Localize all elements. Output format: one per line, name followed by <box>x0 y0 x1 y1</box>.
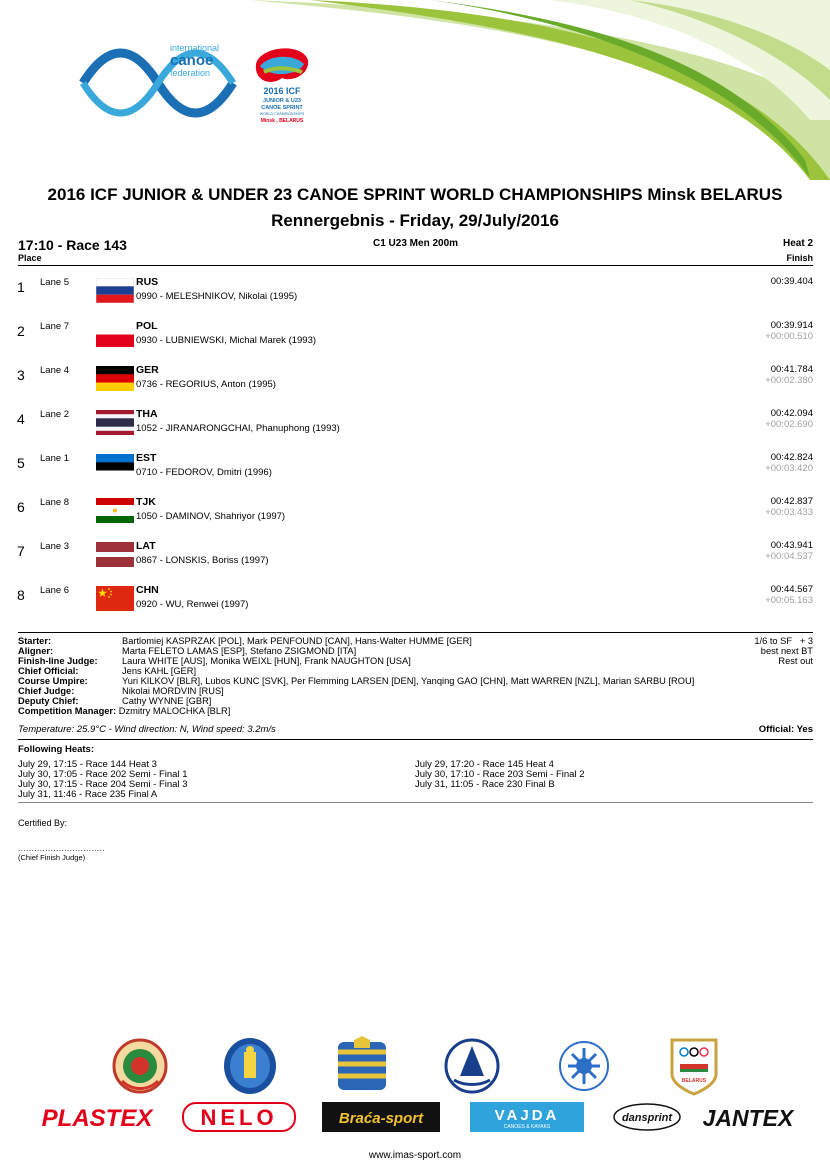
result-time: 00:39.404 <box>770 276 813 287</box>
officials-list <box>18 636 738 716</box>
result-lane: Lane 7 <box>40 321 70 332</box>
result-lane: Lane 8 <box>40 497 70 508</box>
result-place: 7 <box>17 543 25 559</box>
official-row <box>18 666 738 676</box>
signature-label: (Chief Finish Judge) <box>18 853 86 862</box>
sport-ministry-emblem-icon <box>556 1036 612 1096</box>
vajda-logo-subtext: CANOES & KAYAKS <box>503 1124 551 1130</box>
race-class: C1 U23 Men 200m <box>373 238 459 249</box>
official-value: Laura WHITE [AUS], Monika WEIXL [HUN], Frank NAUGHTON [USA] <box>122 656 411 666</box>
event-title: 2016 ICF JUNIOR & UNDER 23 CANOE SPRINT WORLD CHAMPIONSHIPS Minsk BELARUS <box>47 185 783 204</box>
result-nation: LAT <box>136 540 156 552</box>
conditions-divider <box>18 739 813 740</box>
result-row <box>0 497 830 541</box>
minsk-emblem-icon <box>222 1036 278 1096</box>
signature-line: ................................ <box>18 844 106 853</box>
official-value: Nikolai MORDVIN [RUS] <box>122 686 224 696</box>
result-time: 00:42.094 <box>770 408 813 419</box>
dansprint-logo-text: dansprint <box>621 1112 673 1124</box>
tajikistan-flag-icon <box>96 498 134 523</box>
wc-logo-line4: WORLD CHAMPIONSHIPS <box>259 112 305 116</box>
wc-logo-line3: CANOE SPRINT <box>261 105 303 111</box>
official-label: Chief Judge: <box>18 686 75 696</box>
result-nation: CHN <box>136 584 159 596</box>
plastex-logo-text: PLASTEX <box>41 1105 153 1132</box>
result-nation: RUS <box>136 276 159 288</box>
result-diff: +00:02.380 <box>765 375 813 386</box>
official-label: Starter: <box>18 636 52 646</box>
official-row <box>18 656 738 666</box>
following-heat-item: July 29, 17:20 - Race 145 Heat 4 <box>415 759 554 770</box>
jantex-logo <box>702 1102 794 1132</box>
official-value: Cathy WYNNE [GBR] <box>122 696 212 706</box>
event-subtitle: Rennergebnis - Friday, 29/July/2016 <box>271 211 559 230</box>
result-diff: +00:03.420 <box>765 463 813 474</box>
icf-logo-line2: canoe <box>170 52 214 69</box>
germany-flag-icon <box>96 366 134 391</box>
result-lane: Lane 6 <box>40 585 70 596</box>
region-emblem-icon <box>334 1036 390 1096</box>
qualification-line: best next BT <box>760 646 813 656</box>
official-label: Aligner: <box>18 646 54 656</box>
jantex-logo-text: JANTEX <box>702 1105 794 1131</box>
result-athlete: 1050 - DAMINOV, Shahriyor (1997) <box>136 511 286 522</box>
icf-logo <box>78 38 238 128</box>
icf-logo-line1: international <box>170 43 220 53</box>
result-athlete: 0710 - FEDOROV, Dmitri (1996) <box>136 467 272 478</box>
result-lane: Lane 5 <box>40 277 70 288</box>
footer-website: www.imas-sport.com <box>368 1150 462 1161</box>
official-status: Official: Yes <box>758 724 813 735</box>
wc-logo-line5: Minsk , BELARUS <box>260 118 304 124</box>
official-label: Chief Official: <box>18 666 79 676</box>
following-heat-item: July 31, 11:46 - Race 235 Final A <box>18 789 158 800</box>
result-time: 00:44.567 <box>770 584 813 595</box>
certified-by-label: Certified By: <box>18 818 68 828</box>
official-row <box>18 646 738 656</box>
qualification-line: Rest out <box>778 656 813 666</box>
official-label: Deputy Chief: <box>18 696 79 706</box>
result-row <box>0 365 830 409</box>
result-place: 5 <box>17 455 25 471</box>
following-divider <box>18 802 813 803</box>
result-nation: POL <box>136 320 158 332</box>
nelo-logo-text: NELO <box>200 1105 278 1130</box>
result-time: 00:39.914 <box>770 320 813 331</box>
russia-flag-icon <box>96 278 134 303</box>
official-value: Bartlomiej KASPRZAK [POL], Mark PENFOUND [CAN], Hans-Walter HUMME [GER] <box>122 636 472 646</box>
result-lane: Lane 4 <box>40 365 70 376</box>
place-column-header: Place <box>18 253 42 263</box>
poland-flag-icon <box>96 322 134 347</box>
result-place: 1 <box>17 279 25 295</box>
result-lane: Lane 2 <box>40 409 70 420</box>
plastex-logo <box>36 1102 158 1132</box>
result-diff: +00:02.690 <box>765 419 813 430</box>
vajda-logo <box>470 1102 584 1132</box>
result-row <box>0 409 830 453</box>
finish-column-header: Finish <box>786 253 813 263</box>
official-label: Course Umpire: <box>18 676 88 686</box>
result-nation: GER <box>136 364 159 376</box>
result-athlete: 1052 - JIRANARONGCHAI, Phanuphong (1993) <box>136 423 340 434</box>
official-row <box>18 676 738 686</box>
following-heats-right <box>415 760 585 790</box>
following-heat-item: July 30, 17:15 - Race 204 Semi - Final 3 <box>18 779 188 790</box>
following-heats-heading: Following Heats: <box>18 744 94 755</box>
result-row <box>0 453 830 497</box>
canoe-federation-emblem-icon <box>444 1036 500 1096</box>
result-time: 00:42.837 <box>770 496 813 507</box>
weather-conditions: Temperature: 25.9°C - Wind direction: N, Wind speed: 3.2m/s <box>18 724 276 735</box>
official-row <box>18 696 738 706</box>
official-value: Marta FELETO LAMAS [ESP], Stefano ZSIGMOND [ITA] <box>122 646 357 656</box>
following-heat-item: July 29, 17:15 - Race 144 Heat 3 <box>18 759 157 770</box>
result-row <box>0 321 830 365</box>
official-label: Finish-line Judge: <box>18 656 98 666</box>
following-heat-item: July 30, 17:05 - Race 202 Semi - Final 1 <box>18 769 188 780</box>
olympic-committee-emblem-icon <box>666 1036 722 1096</box>
official-value: Yuri KILKOV [BLR], Lubos KUNC [SVK], Per Flemming LARSEN [DEN], Yanqing GAO [CHN], Matt WARREN [NZL], Marian SARBU [ROU] <box>122 676 695 686</box>
result-row <box>0 585 830 629</box>
result-diff: +00:03.433 <box>765 507 813 518</box>
result-nation: TJK <box>136 496 156 508</box>
heat-label: Heat 2 <box>782 238 813 249</box>
latvia-flag-icon <box>96 542 134 567</box>
braca-sport-logo-text: Braća-sport <box>338 1110 424 1127</box>
official-label: Competition Manager: <box>18 706 117 716</box>
official-value: Jens KAHL [GER] <box>122 666 197 676</box>
result-place: 8 <box>17 587 25 603</box>
wc-logo-line1: 2016 ICF <box>263 86 301 96</box>
belarus-emblem-icon <box>112 1036 168 1096</box>
china-flag-icon <box>96 586 134 611</box>
header-swoosh-graphic <box>250 0 830 190</box>
result-row <box>0 277 830 321</box>
race-time-label: 17:10 - Race 143 <box>18 237 127 253</box>
result-place: 2 <box>17 323 25 339</box>
result-athlete: 0736 - REGORIUS, Anton (1995) <box>136 379 276 390</box>
result-place: 4 <box>17 411 25 427</box>
result-place: 3 <box>17 367 25 383</box>
result-lane: Lane 3 <box>40 541 70 552</box>
result-lane: Lane 1 <box>40 453 70 464</box>
result-diff: +00:00.510 <box>765 331 813 342</box>
icf-logo-line3: federation <box>170 68 211 78</box>
results-divider <box>18 632 813 633</box>
result-athlete: 0930 - LUBNIEWSKI, Michal Marek (1993) <box>136 335 317 346</box>
following-heat-item: July 31, 11:05 - Race 230 Final B <box>415 779 555 790</box>
result-place: 6 <box>17 499 25 515</box>
qualification-rules <box>754 636 813 666</box>
result-diff: +00:05.163 <box>765 595 813 606</box>
official-row <box>18 706 738 716</box>
official-row <box>18 686 738 696</box>
world-championships-logo <box>250 42 314 130</box>
result-nation: EST <box>136 452 157 464</box>
result-nation: THA <box>136 408 158 420</box>
header-divider <box>18 265 813 266</box>
result-athlete: 0920 - WU, Renwei (1997) <box>136 599 249 610</box>
thailand-flag-icon <box>96 410 134 435</box>
official-value: Dzmitry MALOCHKA [BLR] <box>118 706 231 716</box>
result-time: 00:42.824 <box>770 452 813 463</box>
qualification-line: 1/6 to SF + 3 <box>754 636 813 646</box>
dansprint-logo <box>612 1102 682 1132</box>
result-athlete: 0990 - MELESHNIKOV, Nikolai (1995) <box>136 291 298 302</box>
result-row <box>0 541 830 585</box>
braca-sport-logo <box>322 1102 440 1132</box>
result-athlete: 0867 - LONSKIS, Boriss (1997) <box>136 555 269 566</box>
official-row <box>18 636 738 646</box>
olympic-emblem-text: BELARUS <box>681 1078 707 1084</box>
result-time: 00:43.941 <box>770 540 813 551</box>
following-heats-left <box>18 760 188 800</box>
result-diff: +00:04.537 <box>765 551 813 562</box>
vajda-logo-text: VAJDA <box>494 1107 560 1124</box>
estonia-flag-icon <box>96 454 134 479</box>
wc-logo-line2: JUNIOR & U23 <box>263 98 301 104</box>
nelo-logo <box>182 1102 296 1132</box>
result-time: 00:41.784 <box>770 364 813 375</box>
following-heat-item: July 30, 17:10 - Race 203 Semi - Final 2 <box>415 769 585 780</box>
